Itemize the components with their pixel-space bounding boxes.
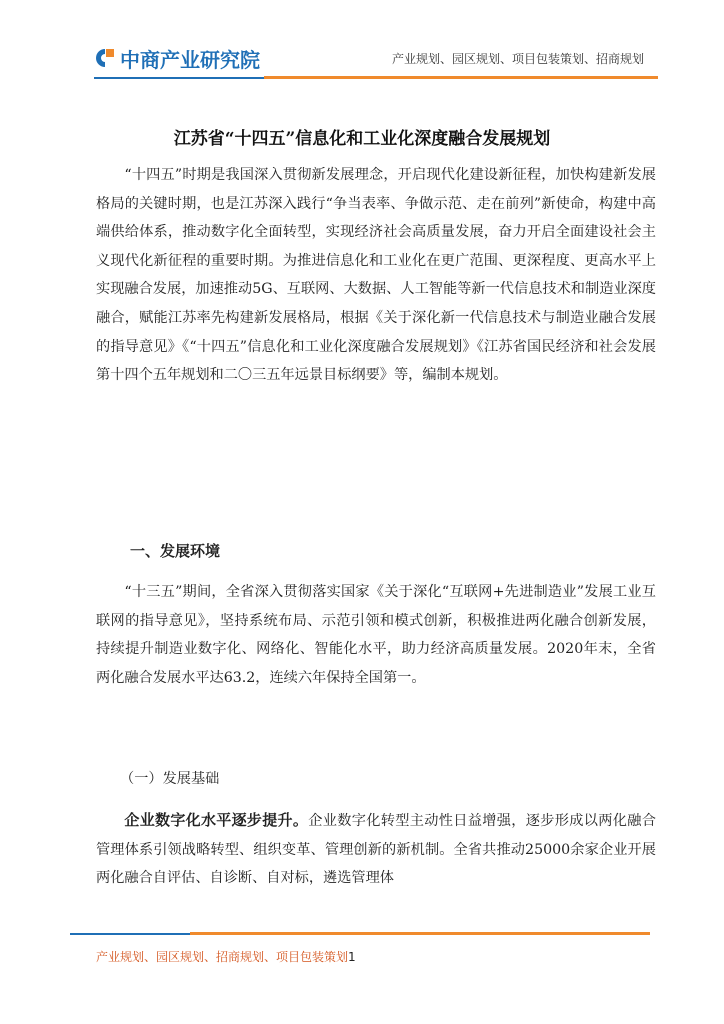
company-logo [94, 44, 260, 72]
subsection-lead: 企业数字化水平逐步提升。 [124, 811, 309, 829]
document-title: 江苏省“十四五”信息化和工业化深度融合发展规划 [173, 129, 551, 149]
page-number: 1 [348, 950, 356, 964]
footer-divider-blue [70, 933, 190, 935]
header-tagline: 产业规划、园区规划、项目包装策划、招商规划 [391, 52, 644, 66]
header-divider-orange [264, 76, 658, 79]
logo-icon [94, 47, 116, 69]
subsection-text: 企业数字化转型主动性日益增强，逐步形成以两化融合管理体系引领战略转型、组织变革、管理创新的新机制。全省共推动25000余家企业开展两化融合自评估、自诊断、自对标，遴选管理体 [96, 813, 656, 887]
page-header [0, 0, 724, 82]
footer-divider-orange [190, 932, 650, 935]
section-heading: 一、发展环境 [130, 542, 221, 560]
subsection-heading: （一）发展基础 [120, 771, 220, 787]
section-paragraph: “十三五”期间，全省深入贯彻落实国家《关于深化“互联网+先进制造业”发展工业互联网的指导意见》，坚持系统布局、示范引领和模式创新，积极推进两化融合创新发展，持续提升制造业数字化、网络化、智能化水平，助力经济高质量发展。2020年末，全省两化融合发展水平达63.2，连续六年保持全国第一。 [96, 584, 656, 686]
subsection-paragraph [96, 806, 656, 893]
intro-paragraph: “十四五”时期是我国深入贯彻新发展理念，开启现代化建设新征程，加快构建新发展格局的关键时期，也是江苏深入践行“争当表率、争做示范、走在前列”新使命，构建中高端供给体系，推动数字化全面转型，实现经济社会高质量发展，奋力开启全面建设社会主义现代化新征程的重要时期。为推进信息化和工业化在更广范围、更深程度、更高水平上实现融合发展，加速推动5G、互联网、大数据、人工智能等新一代信息技术和制造业深度融合，赋能江苏率先构建新发展格局，根据《关于深化新一代信息技术与制造业融合发展的指导意见》《“十四五”信息化和工业化深度融合发展规划》《江苏省国民经济和社会发展第十四个五年规划和二〇三五年远景目标纲要》等，编制本规划。 [96, 167, 656, 384]
header-divider-blue [94, 77, 264, 79]
footer-text: 产业规划、园区规划、招商规划、项目包装策划 [96, 950, 349, 964]
logo-text: 中商产业研究院 [120, 47, 260, 72]
page-footer [96, 948, 356, 965]
